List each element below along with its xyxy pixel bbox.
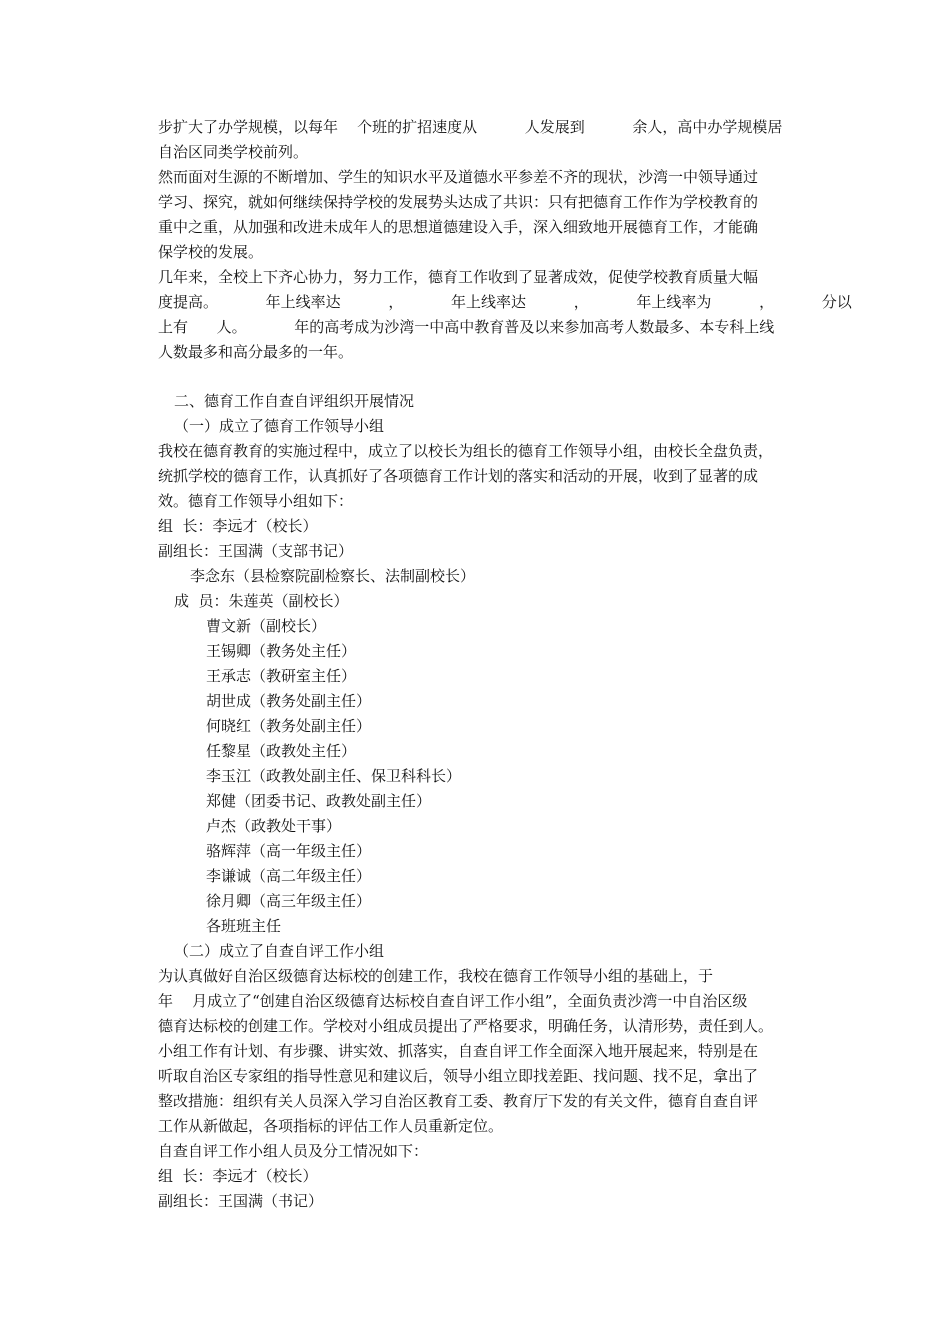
member-item: 骆辉萍（高一年级主任）	[206, 842, 372, 860]
text-line: 年 月成立了“创建自治区级德育达标校自查自评工作小组”，全面负责沙湾一中自治区级	[158, 992, 748, 1010]
text-line: 整改措施：组织有关人员深入学习自治区教育工委、教育厅下发的有关文件，德育自查自评	[158, 1092, 759, 1110]
text-line: 听取自治区专家组的指导性意见和建议后，领导小组立即找差距、找问题、找不足，拿出了	[158, 1067, 759, 1085]
deputy-line: 李念东（县检察院副检察长、法制副校长）	[190, 567, 476, 585]
leader-line: 组 长：李远才（校长）	[158, 517, 318, 535]
group1-members-list	[206, 614, 846, 939]
deputy-line: 副组长：王国满（书记）	[158, 1192, 324, 1210]
text-line: 学习、探究，就如何继续保持学校的发展势头达成了共识：只有把德育工作作为学校教育的	[158, 193, 759, 211]
text-line: 自治区同类学校前列。	[158, 143, 309, 161]
text-line: 步扩大了办学规模，以每年 个班的扩招速度从 人发展到 余人，高中办学规模居	[158, 118, 783, 136]
text-line: 人数最多和高分最多的一年。	[158, 343, 354, 361]
text-line: 效。德育工作领导小组如下：	[158, 492, 354, 510]
subsection-title: （二）成立了自查自评工作小组	[174, 942, 385, 960]
group2-section	[158, 1139, 798, 1214]
text-line: 然而面对生源的不断增加、学生的知识水平及道德水平参差不齐的现状，沙湾一中领导通过	[158, 168, 759, 186]
subsection-heading-2	[174, 939, 814, 964]
paragraph-self-assessment-group	[158, 964, 798, 1139]
member-item: 卢杰（政教处干事）	[206, 817, 342, 835]
text-line: 统抓学校的德育工作，认真抓好了各项德育工作计划的落实和活动的开展，收到了显著的成	[158, 467, 759, 485]
subsection-title: （一）成立了德育工作领导小组	[174, 417, 385, 435]
paragraph-consensus	[158, 165, 798, 265]
paragraph-leadership-group	[158, 439, 798, 514]
text-line: 工作从新做起，各项指标的评估工作人员重新定位。	[158, 1117, 504, 1135]
member-item: 曹文新（副校长）	[206, 617, 327, 635]
group2-intro: 自查自评工作小组人员及分工情况如下：	[158, 1142, 429, 1160]
members-line: 成 员：朱莲英（副校长）	[174, 592, 349, 610]
text-line: 重中之重，从加强和改进未成年人的思想道德建设入手，深入细致地开展德育工作，才能确	[158, 218, 759, 236]
member-item: 各班班主任	[206, 917, 282, 935]
member-item: 郑健（团委书记、政教处副主任）	[206, 792, 432, 810]
group1-deputy2	[190, 564, 830, 589]
member-item: 任黎星（政教处主任）	[206, 742, 357, 760]
group1-leader	[158, 514, 798, 564]
paragraph-scale	[158, 115, 798, 165]
deputy-line: 副组长：王国满（支部书记）	[158, 542, 354, 560]
member-item: 何晓红（教务处副主任）	[206, 717, 372, 735]
text-line: 保学校的发展。	[158, 243, 264, 261]
text-line: 我校在德育教育的实施过程中，成立了以校长为组长的德育工作领导小组，由校长全盘负责，	[158, 442, 774, 460]
leader-line: 组 长：李远才（校长）	[158, 1167, 318, 1185]
group1-members-label	[174, 589, 814, 614]
text-line: 为认真做好自治区级德育达标校的创建工作，我校在德育工作领导小组的基础上，于	[158, 967, 714, 985]
member-item: 胡世成（教务处副主任）	[206, 692, 372, 710]
section-title: 二、德育工作自查自评组织开展情况	[174, 392, 415, 410]
text-line: 上有 人。 年的高考成为沙湾一中高中教育普及以来参加高考人数最多、本专科上线	[158, 318, 775, 336]
member-item: 王锡卿（教务处主任）	[206, 642, 357, 660]
member-item: 李玉江（政教处副主任、保卫科科长）	[206, 767, 462, 785]
text-line: 小组工作有计划、有步骤、讲实效、抓落实，自查自评工作全面深入地开展起来，特别是在	[158, 1042, 759, 1060]
section-heading	[174, 389, 814, 414]
text-line: 度提高。 年上线率达 ， 年上线率达 ， 年上线率为 ， 分以	[158, 293, 852, 311]
paragraph-results	[158, 265, 852, 365]
member-item: 徐月卿（高三年级主任）	[206, 892, 372, 910]
member-item: 李谦诚（高二年级主任）	[206, 867, 372, 885]
subsection-heading-1	[174, 414, 814, 439]
text-line: 德育达标校的创建工作。学校对小组成员提出了严格要求，明确任务，认清形势，责任到人。	[158, 1017, 774, 1035]
text-line: 几年来，全校上下齐心协力，努力工作，德育工作收到了显著成效，促使学校教育质量大幅	[158, 268, 759, 286]
member-item: 王承志（教研室主任）	[206, 667, 357, 685]
